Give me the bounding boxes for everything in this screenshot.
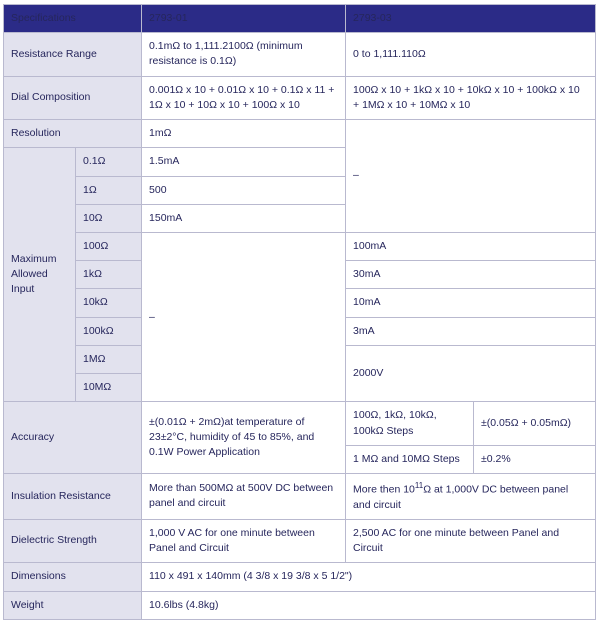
- cell-insulation-resistance-2793-03: [346, 473, 596, 519]
- table-row-accuracy: [4, 402, 596, 445]
- table-row-dial-composition: [4, 76, 596, 119]
- cell-accuracy-2793-01: ±(0.01Ω + 2mΩ)at temperature of 23±2°C, humidity of 45 to 85%, and 0.1W Power Application: [142, 402, 346, 474]
- cell-weight-value: 10.6lbs (4.8kg): [142, 591, 596, 619]
- table-header-row: [4, 5, 596, 33]
- table-row-dimensions: [4, 563, 596, 591]
- row-label-accuracy: Accuracy: [4, 402, 142, 474]
- cell-dielectric-strength-2793-03: 2,500 AC for one minute between Panel and Circuit: [346, 519, 596, 562]
- step-label-1-mohm: 1MΩ: [76, 345, 142, 373]
- cell-resistance-range-2793-01: 0.1mΩ to 1,111.2100Ω (minimum resistance is 0.1Ω): [142, 33, 346, 76]
- cell-accuracy-value-group-2: ±0.2%: [474, 445, 596, 473]
- step-label-1-ohm: 1Ω: [76, 176, 142, 204]
- step-label-10-kohm: 10kΩ: [76, 289, 142, 317]
- step-label-10-mohm: 10MΩ: [76, 374, 142, 402]
- cell-resolution-2793-03: –: [346, 120, 596, 233]
- cell-max-input-10-kohm-2793-03: 10mA: [346, 289, 596, 317]
- column-header-model-2793-03: 2793-03: [346, 5, 596, 33]
- step-label-0-1-ohm: 0.1Ω: [76, 148, 142, 176]
- cell-max-input-1-kohm-2793-03: 30mA: [346, 261, 596, 289]
- cell-max-input-100-kohm-2793-03: 3mA: [346, 317, 596, 345]
- row-label-resistance-range: Resistance Range: [4, 33, 142, 76]
- table-body: [4, 33, 596, 620]
- cell-max-input-2793-01-merged: –: [142, 232, 346, 401]
- table-row-weight: [4, 591, 596, 619]
- row-label-resolution: Resolution: [4, 120, 142, 148]
- step-label-1-kohm: 1kΩ: [76, 261, 142, 289]
- table-row-max-input-100-ohm: [4, 232, 596, 260]
- cell-accuracy-steps-group-1: 100Ω, 1kΩ, 10kΩ, 100kΩ Steps: [346, 402, 474, 445]
- table-row-resolution: [4, 120, 596, 148]
- cell-dielectric-strength-2793-01: 1,000 V AC for one minute between Panel and Circuit: [142, 519, 346, 562]
- cell-max-input-10-ohm-2793-01: 150mA: [142, 204, 346, 232]
- column-header-specifications: Specifications: [4, 5, 142, 33]
- cell-max-input-100-ohm-2793-03: 100mA: [346, 232, 596, 260]
- cell-max-input-1-ohm-2793-01: 500: [142, 176, 346, 204]
- cell-accuracy-value-group-1: ±(0.05Ω + 0.05mΩ): [474, 402, 596, 445]
- cell-max-input-0-1-ohm-2793-01: 1.5mA: [142, 148, 346, 176]
- cell-dial-composition-2793-03: 100Ω x 10 + 1kΩ x 10 + 10kΩ x 10 + 100kΩ x 10 + 1MΩ x 10 + 10MΩ x 10: [346, 76, 596, 119]
- step-label-100-kohm: 100kΩ: [76, 317, 142, 345]
- insulation-text-pre: More then 10: [353, 483, 415, 496]
- row-label-maximum-allowed-input: Maximum Allowed Input: [4, 148, 76, 402]
- insulation-text-post: Ω at 1,000V DC between panel and circuit: [353, 483, 569, 511]
- step-label-100-ohm: 100Ω: [76, 232, 142, 260]
- row-label-dimensions: Dimensions: [4, 563, 142, 591]
- column-header-model-2793-01: 2793-01: [142, 5, 346, 33]
- row-label-insulation-resistance: Insulation Resistance: [4, 473, 142, 519]
- cell-resolution-2793-01: 1mΩ: [142, 120, 346, 148]
- table-header: [4, 5, 596, 33]
- insulation-exponent: 11: [414, 480, 424, 490]
- cell-dial-composition-2793-01: 0.001Ω x 10 + 0.01Ω x 10 + 0.1Ω x 11 + 1Ω x 10 + 10Ω x 10 + 100Ω x 10: [142, 76, 346, 119]
- specifications-table: [3, 4, 596, 620]
- cell-dimensions-value: 110 x 491 x 140mm (4 3/8 x 19 3/8 x 5 1/2"): [142, 563, 596, 591]
- cell-resistance-range-2793-03: 0 to 1,111.110Ω: [346, 33, 596, 76]
- table-row-resistance-range: [4, 33, 596, 76]
- cell-accuracy-steps-group-2: 1 MΩ and 10MΩ Steps: [346, 445, 474, 473]
- table-row-insulation-resistance: [4, 473, 596, 519]
- row-label-dial-composition: Dial Composition: [4, 76, 142, 119]
- cell-max-input-1-mohm-2793-03: 2000V: [346, 345, 596, 401]
- cell-insulation-resistance-2793-01: More than 500MΩ at 500V DC between panel and circuit: [142, 473, 346, 519]
- table-row-dielectric-strength: [4, 519, 596, 562]
- row-label-weight: Weight: [4, 591, 142, 619]
- row-label-dielectric-strength: Dielectric Strength: [4, 519, 142, 562]
- step-label-10-ohm: 10Ω: [76, 204, 142, 232]
